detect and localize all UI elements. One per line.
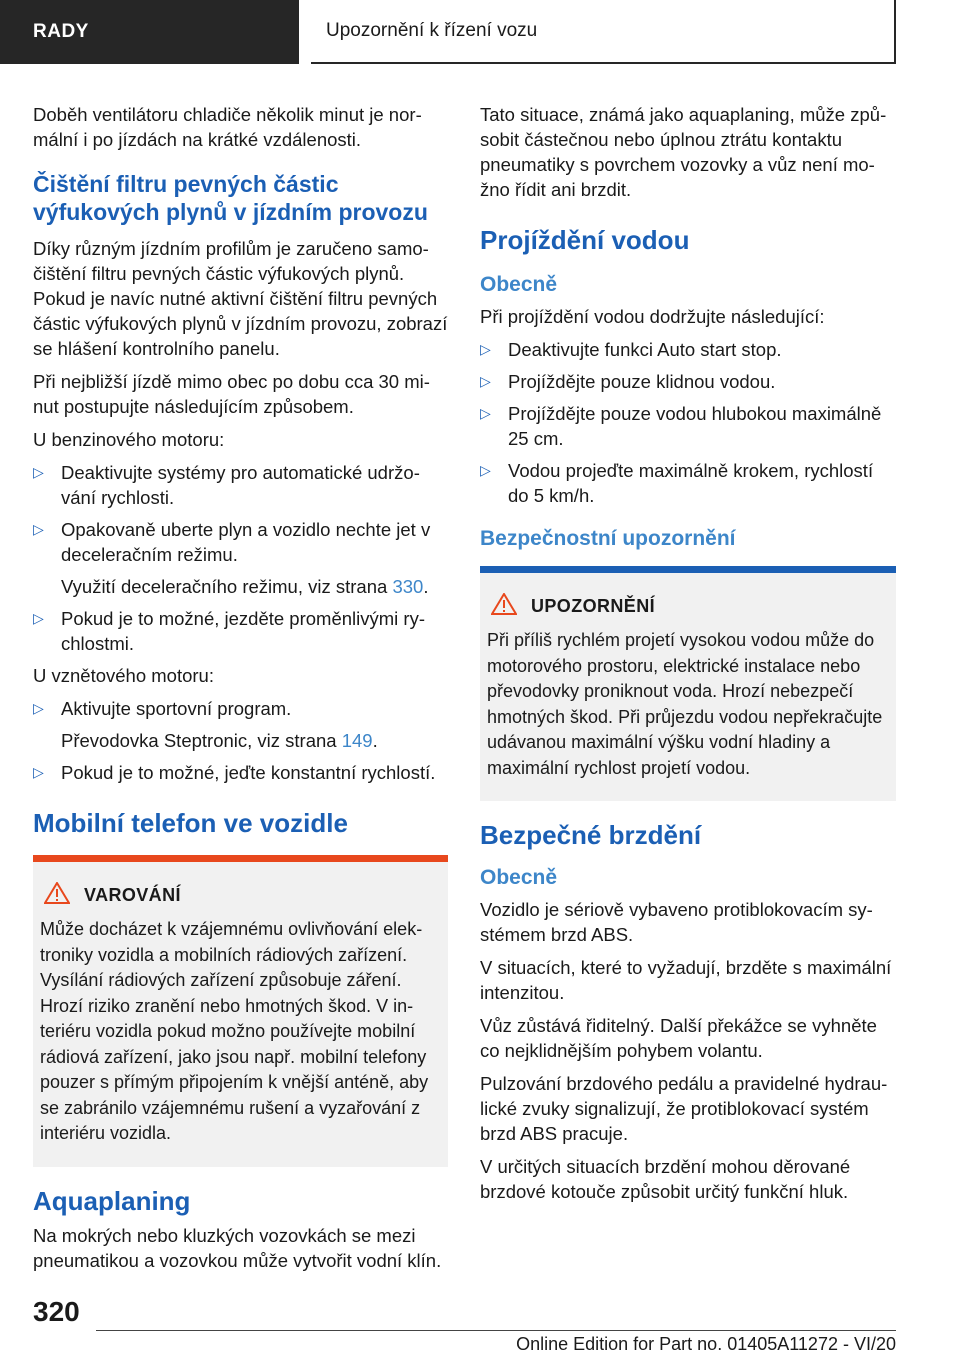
list-item: ▷ Vodou projeďte maximálně krokem, rychlostí do 5 km/h.	[480, 460, 874, 506]
paragraph: Pulzování brzdového pedálu a pravidelné hydraulické zvuky signalizují, že protiblokovací systém brzd ABS pracuje.	[480, 1073, 888, 1144]
section-heading: Projíždění vodou	[480, 225, 690, 255]
triangle-bullet-icon: ▷	[33, 764, 44, 780]
triangle-bullet-icon: ▷	[33, 700, 44, 716]
paragraph: Při nejbližší jízdě mimo obec po dobu cca 30 minut postupujte následujícím způsobem.	[33, 371, 430, 417]
header-section-tab	[0, 0, 299, 64]
bullet-list	[480, 337, 896, 508]
section-heading: Čištění filtru pevných částic výfukových plynů v jízdním provozu	[33, 171, 428, 225]
footer-edition: Online Edition for Part no. 01405A11272 - VI/20	[516, 1334, 896, 1354]
left-column	[33, 102, 448, 1281]
list-item: ▷ Aktivujte sportovní program.	[33, 698, 292, 719]
triangle-bullet-icon: ▷	[33, 464, 44, 480]
paragraph: V situacích, které to vyžadují, brzděte s maximální intenzitou.	[480, 957, 892, 1003]
list-item: ▷ Opakovaně uberte plyn a vozidlo nechte jet v deceleračním režimu.	[33, 519, 431, 565]
footer-divider	[96, 1330, 896, 1331]
paragraph: V určitých situacích brzdění mohou děrované brzdové kotouče způsobit určitý funkční hluk.	[480, 1156, 851, 1202]
list-item: ▷ Deaktivujte systémy pro automatické udržování rychlosti.	[33, 462, 420, 508]
page-number: 320	[33, 1296, 80, 1327]
triangle-bullet-icon: ▷	[480, 462, 491, 478]
warning-triangle-icon	[44, 882, 70, 909]
bullet-list	[33, 760, 448, 785]
header-section-label: RADY	[33, 21, 89, 42]
subsection-heading: Obecně	[480, 273, 558, 296]
paragraph: Vůz zůstává řiditelný. Další překážce se vyhněte co nejklidnějším pohybem volantu.	[480, 1015, 877, 1061]
warning-text: Může docházet k vzájemnému ovlivňování elektroniky vozidla a mobilních rádiových zařízení. Vysílání rádiových zařízení způsobuje záření. Hrozí riziko zranění nebo hmotných škod. V interiéru vozidla pokud možno používejte mobilní rádiová zařízení, jako jsou např. mobilní telefony pouzer s přímým připojením k vnější anténě, aby se zabránilo vzájemnému rušení a vyzařování z interiéru vozidla.	[40, 919, 429, 1143]
subsection-heading: Obecně	[480, 866, 558, 889]
triangle-bullet-icon: ▷	[480, 373, 491, 389]
warning-title: VAROVÁNÍ	[40, 882, 440, 909]
header-chapter-label: Upozornění k řízení vozu	[326, 20, 538, 41]
warning-triangle-icon	[491, 593, 517, 620]
caution-text: Při příliš rychlém projetí vysokou vodou může do motorového prostoru, elektrické instalace nebo převodovky proniknout voda. Hrozí nebezpečí hmotných škod. Při průjezdu vodou nepřekračujte udávanou maximální výšku vodní hladiny a maximální rychlost projetí vodou.	[487, 630, 883, 778]
header-chapter-tab	[311, 0, 896, 64]
list-item: ▷ Deaktivujte funkci Auto start stop.	[480, 339, 782, 360]
caution-box	[480, 566, 896, 801]
paragraph: Při projíždění vodou dodržujte následující:	[480, 306, 825, 327]
triangle-bullet-icon: ▷	[480, 341, 491, 357]
cross-reference: Využití deceleračního režimu, viz strana 330.	[61, 576, 429, 597]
list-item: ▷ Projíždějte pouze vodou hlubokou maximálně 25 cm.	[480, 403, 882, 449]
paragraph: Na mokrých nebo kluzkých vozovkách se mezi pneumatikou a vozovkou může vytvořit vodní klín.	[33, 1224, 442, 1271]
caution-title: UPOZORNĚNÍ	[487, 593, 888, 620]
page-link[interactable]: 330	[392, 576, 424, 597]
triangle-bullet-icon: ▷	[33, 521, 44, 537]
cross-reference: Převodovka Steptronic, viz strana 149.	[61, 730, 378, 751]
triangle-bullet-icon: ▷	[480, 405, 491, 421]
subsection-heading: Bezpečnostní upozornění	[480, 527, 736, 550]
paragraph: U vznětového motoru:	[33, 665, 214, 686]
bullet-list	[33, 460, 448, 567]
list-item: ▷ Pokud je to možné, jezděte proměnlivými rychlostmi.	[33, 608, 425, 654]
section-heading: Bezpečné brzdění	[480, 820, 702, 850]
paragraph: U benzinového motoru:	[33, 429, 225, 450]
list-item: ▷ Pokud je to možné, jeďte konstantní rychlostí.	[33, 762, 436, 783]
section-heading: Aquaplaning	[33, 1185, 191, 1216]
warning-box	[33, 855, 448, 1167]
paragraph: Díky různým jízdním profilům je zaručeno samočištění filtru pevných částic výfukových plynů. Pokud je navíc nutné aktivní čištění filtru pevných částic výfukových plynů v jízdním provozu, zobrazí se hlášení kontrolního panelu.	[33, 238, 448, 359]
bullet-list	[33, 696, 448, 721]
paragraph: Doběh ventilátoru chladiče několik minut je normální i po jízdách na krátké vzdálenosti.	[33, 104, 422, 150]
page-link[interactable]: 149	[341, 730, 373, 751]
bullet-list	[33, 606, 448, 656]
list-item: ▷ Projíždějte pouze klidnou vodou.	[480, 371, 776, 392]
section-heading: Mobilní telefon ve vozidle	[33, 808, 348, 838]
paragraph: Vozidlo je sériově vybaveno protiblokovacím systémem brzd ABS.	[480, 899, 873, 945]
paragraph: Tato situace, známá jako aquaplaning, může způsobit částečnou nebo úplnou ztrátu kontaktu pneumatiky s povrchem vozovky a vůz není možno řídit ani brzdit.	[480, 104, 887, 200]
triangle-bullet-icon: ▷	[33, 610, 44, 626]
right-column	[480, 102, 896, 1212]
